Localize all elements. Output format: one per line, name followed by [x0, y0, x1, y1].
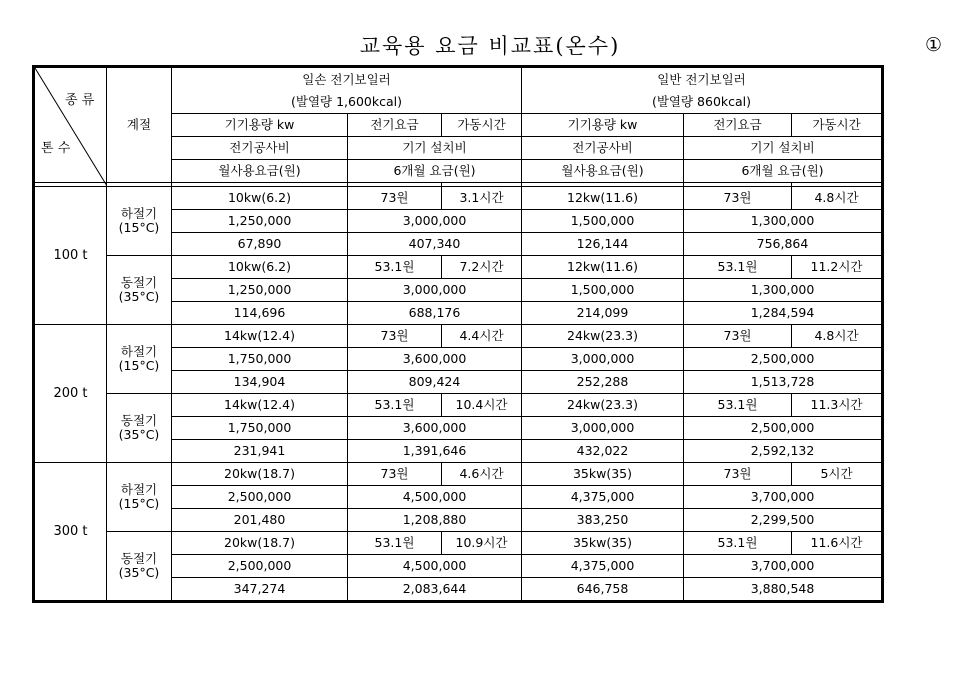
hours-cell: 11.3시간	[792, 394, 882, 417]
hours-cell: 11.6시간	[792, 532, 882, 555]
page-marker: ①	[925, 34, 943, 56]
rate-cell: 53.1원	[348, 256, 442, 279]
install-cost-cell: 3,700,000	[684, 555, 882, 578]
header-monthly: 월사용요금(원)	[172, 160, 348, 183]
capacity-cell: 35kw(35)	[522, 463, 684, 486]
header-monthly: 월사용요금(원)	[522, 160, 684, 183]
hours-cell: 3.1시간	[442, 187, 522, 210]
hours-cell: 4.4시간	[442, 325, 522, 348]
monthly-cost-cell: 231,941	[172, 440, 348, 463]
rate-cell: 53.1원	[348, 394, 442, 417]
season-name: 하절기	[120, 344, 158, 359]
work-cost-cell: 1,250,000	[172, 279, 348, 302]
monthly-cost-cell: 67,890	[172, 233, 348, 256]
six-month-cost-cell: 1,513,728	[684, 371, 882, 394]
capacity-cell: 20kw(18.7)	[172, 532, 348, 555]
tonnage-cell: 300 t	[35, 463, 107, 601]
capacity-cell: 12kw(11.6)	[522, 187, 684, 210]
install-cost-cell: 1,300,000	[684, 279, 882, 302]
rate-cell: 73원	[348, 187, 442, 210]
capacity-cell: 24kw(23.3)	[522, 325, 684, 348]
season-cell	[107, 325, 172, 394]
hours-cell: 5시간	[792, 463, 882, 486]
season-temp: (15°C)	[118, 358, 160, 373]
hours-cell: 4.6시간	[442, 463, 522, 486]
rate-cell: 73원	[684, 325, 792, 348]
season-cell	[107, 256, 172, 325]
monthly-cost-cell: 126,144	[522, 233, 684, 256]
install-cost-cell: 2,500,000	[684, 417, 882, 440]
page-title: 교육용 요금 비교표(온수)	[359, 34, 621, 58]
rate-cell: 73원	[684, 187, 792, 210]
header-hours: 가동시간	[442, 114, 522, 137]
boiler-2-output: (발열량 860kcal)	[522, 91, 882, 114]
rate-cell: 73원	[348, 463, 442, 486]
season-name: 동절기	[120, 275, 158, 290]
capacity-cell: 24kw(23.3)	[522, 394, 684, 417]
install-cost-cell: 3,700,000	[684, 486, 882, 509]
six-month-cost-cell: 3,880,548	[684, 578, 882, 601]
header-capacity: 기기용량 kw	[172, 114, 348, 137]
six-month-cost-cell: 1,208,880	[348, 509, 522, 532]
season-cell	[107, 394, 172, 463]
capacity-cell: 14kw(12.4)	[172, 325, 348, 348]
six-month-cost-cell: 1,391,646	[348, 440, 522, 463]
table-row	[35, 394, 882, 417]
header-install-cost: 기기 설치비	[348, 137, 522, 160]
install-cost-cell: 3,000,000	[348, 210, 522, 233]
work-cost-cell: 1,750,000	[172, 348, 348, 371]
tonnage-label: 톤 수	[41, 141, 71, 156]
monthly-cost-cell: 252,288	[522, 371, 684, 394]
six-month-cost-cell: 1,284,594	[684, 302, 882, 325]
rate-cell: 73원	[348, 325, 442, 348]
header-capacity: 기기용량 kw	[522, 114, 684, 137]
season-name: 하절기	[120, 206, 158, 221]
capacity-cell: 35kw(35)	[522, 532, 684, 555]
header-six-month: 6개월 요금(원)	[348, 160, 522, 183]
season-header: 계절	[107, 68, 172, 183]
install-cost-cell: 3,600,000	[348, 348, 522, 371]
boiler-2-name: 일반 전기보일러	[522, 68, 882, 92]
rate-cell: 53.1원	[348, 532, 442, 555]
work-cost-cell: 1,500,000	[522, 279, 684, 302]
rate-cell: 53.1원	[684, 394, 792, 417]
header-six-month: 6개월 요금(원)	[684, 160, 882, 183]
work-cost-cell: 4,375,000	[522, 486, 684, 509]
season-name: 동절기	[120, 413, 158, 428]
install-cost-cell: 4,500,000	[348, 555, 522, 578]
season-cell	[107, 187, 172, 256]
capacity-cell: 14kw(12.4)	[172, 394, 348, 417]
season-temp: (15°C)	[118, 220, 160, 235]
work-cost-cell: 1,250,000	[172, 210, 348, 233]
work-cost-cell: 2,500,000	[172, 555, 348, 578]
header-work-cost: 전기공사비	[172, 137, 348, 160]
work-cost-cell: 1,750,000	[172, 417, 348, 440]
work-cost-cell: 2,500,000	[172, 486, 348, 509]
capacity-cell: 12kw(11.6)	[522, 256, 684, 279]
six-month-cost-cell: 2,299,500	[684, 509, 882, 532]
season-temp: (35°C)	[118, 565, 160, 580]
tonnage-cell: 200 t	[35, 325, 107, 463]
diagonal-line	[35, 68, 107, 186]
six-month-cost-cell: 2,592,132	[684, 440, 882, 463]
monthly-cost-cell: 214,099	[522, 302, 684, 325]
capacity-cell: 10kw(6.2)	[172, 256, 348, 279]
monthly-cost-cell: 347,274	[172, 578, 348, 601]
header-work-cost: 전기공사비	[522, 137, 684, 160]
header-install-cost: 기기 설치비	[684, 137, 882, 160]
monthly-cost-cell: 114,696	[172, 302, 348, 325]
monthly-cost-cell: 646,758	[522, 578, 684, 601]
hours-cell: 4.8시간	[792, 187, 882, 210]
type-label: 종 류	[65, 93, 95, 108]
season-temp: (15°C)	[118, 496, 160, 511]
monthly-cost-cell: 134,904	[172, 371, 348, 394]
monthly-cost-cell: 201,480	[172, 509, 348, 532]
table-row	[35, 187, 882, 210]
header-rate: 전기요금	[684, 114, 792, 137]
six-month-cost-cell: 688,176	[348, 302, 522, 325]
install-cost-cell: 3,600,000	[348, 417, 522, 440]
monthly-cost-cell: 383,250	[522, 509, 684, 532]
header-hours: 가동시간	[792, 114, 882, 137]
season-temp: (35°C)	[118, 427, 160, 442]
six-month-cost-cell: 809,424	[348, 371, 522, 394]
table-row	[35, 463, 882, 486]
six-month-cost-cell: 2,083,644	[348, 578, 522, 601]
table-row	[35, 256, 882, 279]
boiler-1-output: (발열량 1,600kcal)	[172, 91, 522, 114]
hours-cell: 10.4시간	[442, 394, 522, 417]
work-cost-cell: 3,000,000	[522, 348, 684, 371]
hours-cell: 7.2시간	[442, 256, 522, 279]
season-name: 하절기	[120, 482, 158, 497]
install-cost-cell: 2,500,000	[684, 348, 882, 371]
corner-header-cell	[35, 68, 107, 183]
capacity-cell: 10kw(6.2)	[172, 187, 348, 210]
rate-cell: 73원	[684, 463, 792, 486]
table-row	[35, 532, 882, 555]
tonnage-cell: 100 t	[35, 187, 107, 325]
season-cell	[107, 532, 172, 601]
rate-cell: 53.1원	[684, 256, 792, 279]
work-cost-cell: 3,000,000	[522, 417, 684, 440]
comparison-table	[34, 67, 882, 601]
install-cost-cell: 3,000,000	[348, 279, 522, 302]
boiler-1-name: 일손 전기보일러	[172, 68, 522, 92]
rate-cell: 53.1원	[684, 532, 792, 555]
table-row	[35, 325, 882, 348]
hours-cell: 10.9시간	[442, 532, 522, 555]
install-cost-cell: 1,300,000	[684, 210, 882, 233]
work-cost-cell: 1,500,000	[522, 210, 684, 233]
season-cell	[107, 463, 172, 532]
season-temp: (35°C)	[118, 289, 160, 304]
install-cost-cell: 4,500,000	[348, 486, 522, 509]
hours-cell: 4.8시간	[792, 325, 882, 348]
hours-cell: 11.2시간	[792, 256, 882, 279]
monthly-cost-cell: 432,022	[522, 440, 684, 463]
six-month-cost-cell: 756,864	[684, 233, 882, 256]
season-name: 동절기	[120, 551, 158, 566]
capacity-cell: 20kw(18.7)	[172, 463, 348, 486]
work-cost-cell: 4,375,000	[522, 555, 684, 578]
header-rate: 전기요금	[348, 114, 442, 137]
six-month-cost-cell: 407,340	[348, 233, 522, 256]
